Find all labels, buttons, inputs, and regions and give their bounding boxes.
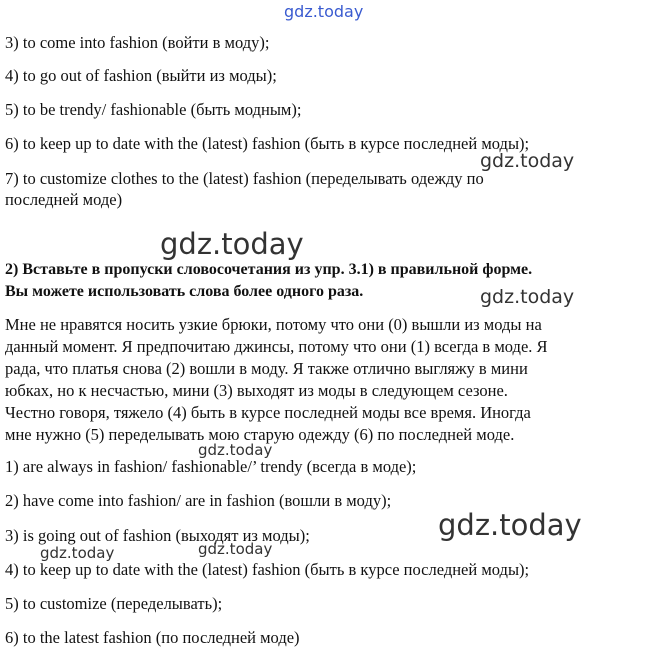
list-item: последней моде) bbox=[5, 190, 123, 209]
paragraph-line: мне нужно (5) переделывать мою старую одежду (6) по последней моде. bbox=[5, 425, 515, 444]
watermark: gdz.today bbox=[40, 544, 115, 562]
paragraph-line: Честно говоря, тяжело (4) быть в курсе последней моды все время. Иногда bbox=[5, 403, 531, 422]
watermark: gdz.today bbox=[198, 540, 273, 558]
list-item: 3) to come into fashion (войти в моду); bbox=[5, 33, 270, 52]
watermark: gdz.today bbox=[160, 227, 304, 261]
list-item: 6) to keep up to date with the (latest) fashion (быть в курсе последней моды); bbox=[5, 134, 530, 153]
paragraph-line: юбках, но к несчастью, мини (3) выходят из моды в следующем сезоне. bbox=[5, 381, 508, 400]
answer-item: 2) have come into fashion/ are in fashion (вошли в моду); bbox=[5, 491, 392, 510]
watermark: gdz.today bbox=[480, 150, 575, 172]
watermark: gdz.today bbox=[480, 286, 575, 308]
answer-item: 4) to keep up to date with the (latest) fashion (быть в курсе последней моды); bbox=[5, 560, 530, 579]
watermark-top: gdz.today bbox=[284, 2, 364, 21]
watermark: gdz.today bbox=[198, 441, 273, 459]
list-item: 4) to go out of fashion (выйти из моды); bbox=[5, 66, 277, 85]
answer-item: 3) is going out of fashion (выходят из моды); bbox=[5, 526, 310, 545]
watermark: gdz.today bbox=[438, 508, 582, 542]
task-heading: Вы можете использовать слова более одного раза. bbox=[5, 283, 364, 300]
list-item: 5) to be trendy/ fashionable (быть модным); bbox=[5, 100, 302, 119]
list-item: 7) to customize clothes to the (latest) fashion (переделывать одежду по bbox=[5, 169, 484, 188]
answer-item: 5) to customize (переделывать); bbox=[5, 594, 223, 613]
task-heading: 2) Вставьте в пропуски словосочетания из упр. 3.1) в правильной форме. bbox=[5, 261, 533, 278]
answer-item: 1) are always in fashion/ fashionable/’ trendy (всегда в моде); bbox=[5, 457, 417, 476]
paragraph-line: рада, что платья снова (2) вошли в моду. Я также отлично выгляжу в мини bbox=[5, 359, 528, 378]
paragraph-line: данный момент. Я предпочитаю джинсы, потому что они (1) всегда в моде. Я bbox=[5, 337, 548, 356]
answer-item: 6) to the latest fashion (по последней моде) bbox=[5, 628, 300, 647]
paragraph-line: Мне не нравятся носить узкие брюки, потому что они (0) вышли из моды на bbox=[5, 315, 542, 334]
